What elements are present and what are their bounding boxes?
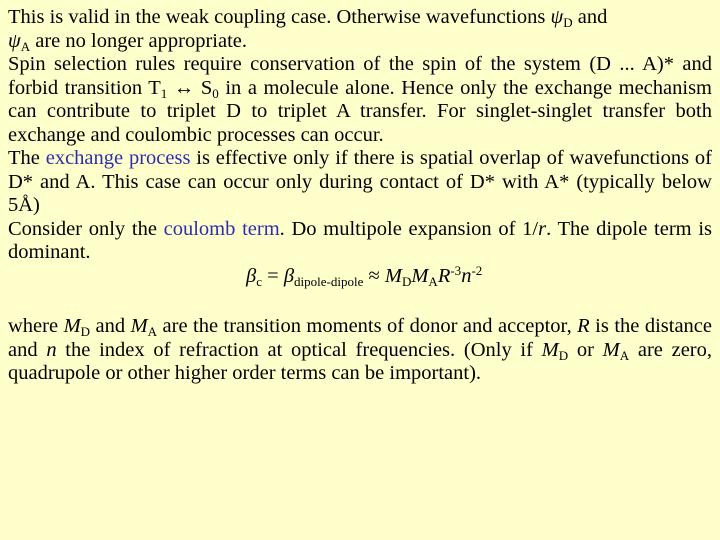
- text: and: [90, 315, 131, 337]
- dipole-formula: [8, 262, 712, 289]
- subscript: dipole-dipole: [294, 273, 364, 289]
- text: is the distance and: [8, 315, 712, 361]
- subscript: 0: [212, 85, 219, 101]
- text: ↔ S: [167, 76, 213, 99]
- m-variable: M: [541, 338, 559, 361]
- subscript: D: [401, 273, 412, 289]
- m-variable: M: [602, 338, 620, 361]
- paragraph-where: [8, 315, 712, 386]
- text: in a molecule alone. Hence only the exchange mechanism can contribute to triplet D to triplet A transfer. For singlet-singlet transfer both exchange and coulombic processes can occur.: [8, 76, 712, 146]
- subscript: 1: [160, 85, 168, 101]
- n-variable: n: [46, 338, 57, 361]
- text: is effective only if there is spatial overlap of wavefunctions of D* and A. This case can occur only during contact of D* with A* (typically below 5Å): [8, 147, 712, 216]
- subscript: A: [147, 324, 158, 339]
- text: . The dipole term is dominant.: [8, 217, 713, 263]
- superscript: -3: [450, 262, 462, 278]
- r-variable: R: [577, 315, 590, 337]
- approx-sign: ≈: [363, 264, 385, 287]
- m-variable: M: [63, 315, 81, 337]
- text: . Do multipole expansion of 1/: [279, 217, 539, 240]
- text: where: [8, 315, 64, 337]
- spacer: [8, 288, 712, 315]
- subscript: D: [80, 324, 91, 339]
- beta-symbol: β: [283, 264, 295, 287]
- psi-symbol: ψ: [550, 6, 564, 28]
- subscript: A: [619, 347, 630, 363]
- exchange-process-highlight: exchange process: [45, 147, 191, 169]
- psi-symbol: ψ: [8, 29, 21, 52]
- subscript: c: [256, 273, 262, 289]
- superscript: -2: [471, 262, 483, 278]
- m-variable: M: [411, 264, 429, 287]
- text: The: [8, 147, 46, 169]
- m-variable: M: [384, 264, 402, 287]
- text: Spin selection rules require conservation of the spin of the system (D ... A)* and forbid transition T: [8, 53, 712, 99]
- text: This is valid in the weak coupling case. Otherwise wavefunctions: [8, 6, 551, 28]
- m-variable: M: [130, 315, 148, 337]
- subscript: D: [563, 15, 573, 30]
- paragraph-weak-coupling: [8, 6, 712, 53]
- r-variable: r: [538, 217, 547, 240]
- r-variable: R: [437, 264, 451, 287]
- coulomb-term-highlight: coulomb term: [163, 217, 280, 240]
- paragraph-coulomb: [8, 218, 712, 265]
- text: are the transition moments of donor and acceptor,: [157, 315, 578, 337]
- paragraph-spin-rules: [8, 53, 712, 147]
- text: the index of refraction at optical frequencies. (Only if: [56, 338, 542, 361]
- text: are zero, quadrupole or other higher order terms can be important).: [8, 338, 712, 384]
- subscript: D: [558, 347, 569, 363]
- text: or: [568, 338, 603, 361]
- n-variable: n: [461, 264, 472, 287]
- beta-symbol: β: [246, 264, 257, 287]
- subscript: A: [428, 273, 438, 289]
- paragraph-exchange: [8, 147, 712, 218]
- text: and: [572, 6, 608, 28]
- text: are no longer appropriate.: [30, 29, 247, 52]
- text: Consider only the: [8, 217, 164, 240]
- subscript: A: [20, 38, 31, 54]
- equals-sign: =: [262, 264, 284, 287]
